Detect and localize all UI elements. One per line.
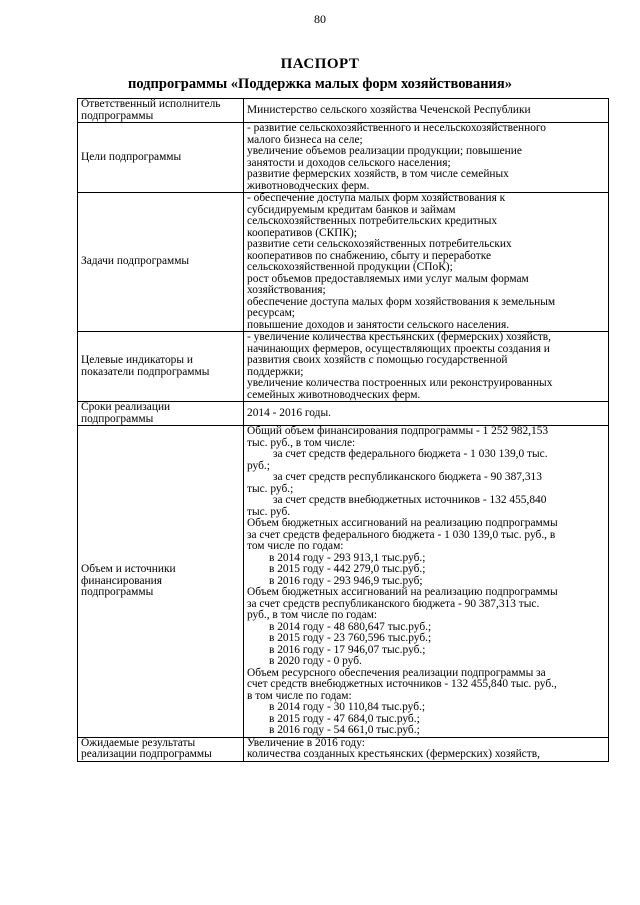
label-line: Ожидаемые результаты [81, 736, 196, 749]
table-row [78, 332, 609, 402]
content-line: в 2015 году - 47 684,0 тыс.руб.; [269, 712, 420, 725]
row-label [78, 426, 244, 738]
row-content [244, 123, 609, 193]
content-line: начинающих фермеров, осуществляющих проекты создания и [247, 342, 550, 355]
content-line: в том числе по годам: [247, 689, 352, 702]
content-line: поддержки; [247, 365, 304, 378]
label-line: реализации подпрограммы [81, 748, 212, 760]
content-line: за счет средств республиканского бюджета - 90 387,313 [273, 471, 542, 483]
label-line: подпрограммы [81, 109, 154, 122]
label-line: подпрограммы [81, 412, 154, 425]
content-line: увеличение объемов реализации продукции; повышение [247, 145, 522, 157]
content-line: ресурсам; [247, 307, 295, 319]
label-line: Ответственный исполнитель [81, 98, 221, 110]
content-line: малого бизнеса на селе; [247, 133, 363, 146]
table-row [78, 99, 609, 123]
content-line: счет средств внебюджетных источников - 132 455,840 тыс. руб., [247, 678, 557, 690]
content-line: том числе по годам: [247, 540, 344, 552]
content-line: развития своих хозяйств с помощью государственной [247, 354, 508, 366]
content-line: рост объемов предоставляемых ими услуг малым формам [247, 272, 529, 285]
row-content [244, 737, 609, 761]
content-line: сельскохозяйственных потребительских кредитных [247, 215, 498, 227]
content-line: в 2014 году - 293 913,1 тыс.руб.; [269, 551, 426, 564]
content-line: Общий объем финансирования подпрограммы - 1 252 982,153 [247, 425, 549, 437]
row-label [78, 737, 244, 761]
content-line: тыс. руб., в том числе: [247, 436, 356, 449]
content-line: в 2020 году - 0 руб. [269, 655, 362, 667]
row-content [244, 99, 609, 123]
content-line: увеличение количества построенных или реконструированных [247, 377, 553, 389]
content-line: 2014 - 2016 годы. [247, 406, 331, 419]
passport-table [77, 98, 609, 762]
content-line: руб.; [247, 459, 270, 472]
content-line: сельскохозяйственной продукции (СПоК); [247, 261, 453, 273]
row-label [78, 123, 244, 193]
content-line: семейных животноводческих ферм. [247, 388, 421, 401]
content-line: развитие сети сельскохозяйственных потребительских [247, 238, 512, 250]
content-line: тыс. руб. [247, 505, 291, 518]
row-label [78, 99, 244, 123]
content-line: руб., в том числе по годам: [247, 609, 378, 621]
label-line: Объем и источники [81, 563, 176, 575]
content-line: Министерство сельского хозяйства Чеченской Республики [247, 103, 531, 116]
label-line: финансирования [81, 574, 162, 587]
content-line: хозяйствования; [247, 284, 326, 296]
table-row [78, 402, 609, 426]
label-line: Цели подпрограммы [81, 150, 182, 163]
row-content [244, 426, 609, 738]
content-line: - обеспечение доступа малых форм хозяйствования к [247, 192, 506, 204]
content-line: в 2016 году - 293 946,9 тыс.руб; [269, 574, 423, 587]
content-line: субсидируемым кредитам банков и займам [247, 203, 456, 216]
content-line: в 2015 году - 23 760,596 тыс.руб.; [269, 632, 432, 644]
document-subtitle: подпрограммы «Поддержка малых форм хозяйствования» [128, 76, 512, 92]
label-line: показатели подпрограммы [81, 365, 210, 378]
content-line: кооперативов (СКПК); [247, 226, 358, 239]
row-label [78, 402, 244, 426]
content-line: - развитие сельскохозяйственного и несельскохозяйственного [247, 122, 546, 134]
content-line: в 2014 году - 30 110,84 тыс.руб.; [269, 701, 426, 713]
content-line: за счет средств федерального бюджета - 1 030 139,0 тыс. [273, 448, 548, 460]
content-line: - увеличение количества крестьянских (фермерских) хозяйств, [247, 331, 552, 343]
label-line: Задачи подпрограммы [81, 255, 190, 268]
content-line: Объем ресурсного обеспечения реализации подпрограммы за [247, 666, 546, 679]
content-line: обеспечение доступа малых форм хозяйствования к земельным [247, 295, 556, 308]
content-line: развитие фермерских хозяйств, в том числе семейных [247, 168, 509, 180]
table-row [78, 426, 609, 738]
content-line: Увеличение в 2016 году: [247, 736, 365, 749]
row-label [78, 332, 244, 402]
content-line: в 2016 году - 54 661,0 тыс.руб.; [269, 724, 420, 736]
row-label [78, 193, 244, 332]
content-line: Объем бюджетных ассигнований на реализацию подпрограммы [247, 586, 558, 598]
table-row [78, 193, 609, 332]
content-line: в 2015 году - 442 279,0 тыс.руб.; [269, 563, 426, 575]
content-line: занятости и доходов сельского населения; [247, 156, 451, 169]
content-line: в 2014 году - 48 680,647 тыс.руб.; [269, 620, 432, 633]
page-number: 80 [314, 12, 326, 26]
content-line: в 2016 году - 17 946,07 тыс.руб.; [269, 643, 426, 656]
table-row [78, 123, 609, 193]
content-line: за счет средств республиканского бюджета - 90 387,313 тыс. [247, 597, 540, 610]
row-content [244, 193, 609, 332]
content-line: животноводческих ферм. [247, 179, 370, 192]
row-content [244, 332, 609, 402]
label-line: подпрограммы [81, 586, 154, 598]
content-line: повышение доходов и занятости сельского населения. [247, 318, 510, 331]
label-line: Целевые индикаторы и [81, 354, 193, 366]
content-line: количества созданных крестьянских (фермерских) хозяйств, [247, 748, 540, 760]
content-line: за счет средств внебюджетных источников - 132 455,840 [273, 494, 547, 506]
content-line: тыс. руб.; [247, 482, 294, 495]
content-line: за счет средств федерального бюджета - 1 030 139,0 тыс. руб., в [247, 528, 556, 541]
content-line: кооперативов по снабжению, сбыту и переработке [247, 249, 492, 262]
document-title: ПАСПОРТ [280, 56, 360, 72]
content-line: Объем бюджетных ассигнований на реализацию подпрограммы [247, 517, 558, 529]
row-content [244, 402, 609, 426]
table-row [78, 737, 609, 761]
label-line: Сроки реализации [81, 401, 171, 413]
